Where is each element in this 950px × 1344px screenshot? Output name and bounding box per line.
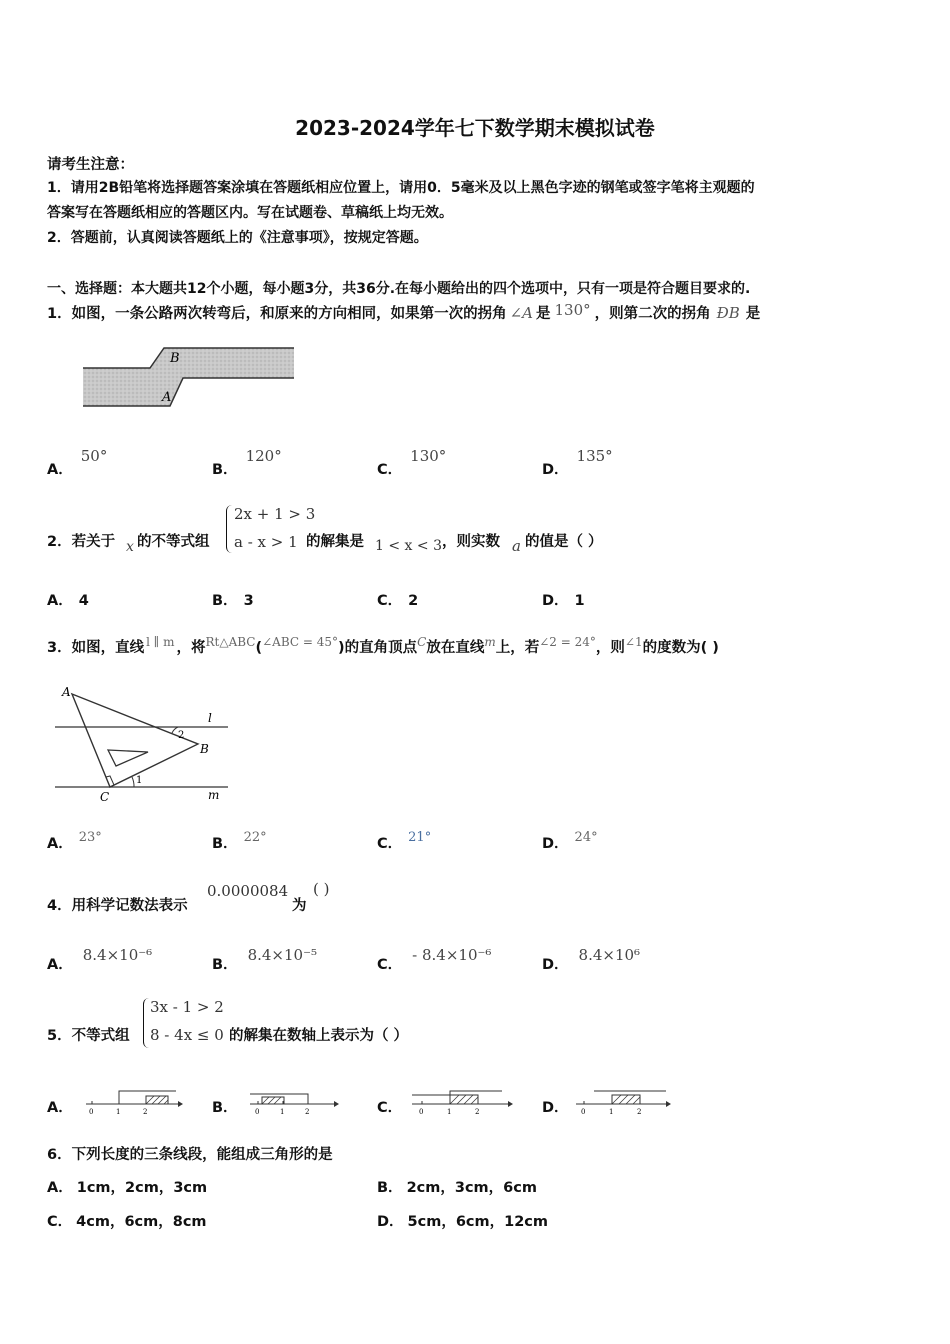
option-letter: B． bbox=[212, 593, 238, 609]
q1-option-c[interactable] bbox=[377, 447, 447, 479]
q3-text-g: 的度数为( ) bbox=[642, 640, 719, 656]
option-value: 24° bbox=[574, 830, 598, 845]
option-value: 21° bbox=[408, 830, 432, 845]
q6-option-b[interactable] bbox=[377, 1176, 537, 1197]
tick-1: 1 bbox=[447, 1108, 452, 1116]
option-letter: D． bbox=[542, 836, 569, 852]
tick-1: 1 bbox=[116, 1108, 121, 1116]
q1-value: 130° bbox=[554, 301, 591, 319]
q4-option-a[interactable] bbox=[47, 946, 153, 974]
option-value: 120° bbox=[245, 447, 282, 465]
fig-label-2: 2 bbox=[178, 730, 185, 741]
option-value: 130° bbox=[410, 447, 447, 465]
option-value: 23° bbox=[78, 830, 102, 845]
option-value: 5cm，6cm，12cm bbox=[407, 1214, 549, 1230]
q3-option-b[interactable] bbox=[212, 830, 267, 853]
q2-option-b[interactable] bbox=[212, 589, 254, 610]
q5-text-a: 5．不等式组 bbox=[47, 1028, 130, 1044]
tick-2: 2 bbox=[143, 1108, 148, 1116]
option-value: - 8.4×10⁻⁶ bbox=[412, 946, 492, 964]
tick-1: 1 bbox=[280, 1108, 285, 1116]
option-letter: B． bbox=[212, 462, 238, 478]
fig-label-a: A bbox=[62, 685, 71, 699]
q3-text-f: ，则 bbox=[595, 640, 625, 656]
q4-number: 0.0000084 bbox=[207, 882, 289, 900]
q4-option-d[interactable] bbox=[542, 946, 641, 974]
question-3 bbox=[47, 636, 719, 657]
fig-label-a: A bbox=[162, 390, 172, 405]
q2-var-a: a bbox=[512, 537, 521, 555]
tick-2: 2 bbox=[637, 1108, 642, 1116]
option-value: 4 bbox=[78, 593, 89, 609]
q2-brace bbox=[226, 505, 233, 553]
q3-triangle: Rt△ABC bbox=[205, 635, 256, 649]
option-value: 22° bbox=[243, 830, 267, 845]
q2-text-c: 的解集是 bbox=[306, 534, 364, 550]
q3-angle-abc: ∠ABC = 45° bbox=[262, 635, 339, 649]
option-letter: A． bbox=[47, 1180, 73, 1196]
q1-angle-a: ∠A bbox=[509, 304, 533, 322]
notice-line-3: 2．答题前，认真阅读答题纸上的《注意事项》，按规定答题。 bbox=[47, 230, 428, 246]
option-value: 8.4×10⁶ bbox=[578, 946, 641, 964]
tick-0: 0 bbox=[419, 1108, 424, 1116]
notice-line-1: 1．请用2B铅笔将选择题答案涂填在答题纸相应位置上，请用0．5毫米及以上黑色字迹的钢笔或签字笔将主观题的 bbox=[47, 180, 755, 196]
q2-text-b: 的不等式组 bbox=[137, 534, 210, 550]
q1-text-d: 是 bbox=[745, 306, 761, 322]
option-letter: A． bbox=[47, 836, 73, 852]
fig-label-b: B bbox=[200, 742, 209, 756]
q1-option-a[interactable] bbox=[47, 447, 108, 479]
page-title: 2023-2024学年七下数学期末模拟试卷 bbox=[295, 116, 655, 140]
option-value: 8.4×10⁻⁶ bbox=[82, 946, 153, 964]
q3-text-b: ，将 bbox=[176, 640, 206, 656]
q4-paren: ( ) bbox=[313, 880, 330, 898]
q3-paren-open: ( bbox=[255, 640, 263, 656]
option-letter: A． bbox=[47, 1100, 73, 1116]
q5-option-d[interactable] bbox=[542, 1096, 569, 1117]
q5-option-c[interactable] bbox=[377, 1096, 402, 1117]
q3-option-a[interactable] bbox=[47, 830, 102, 853]
q5-numberline-c bbox=[410, 1086, 515, 1116]
q2-ineq-1: 2x + 1 > 3 bbox=[234, 505, 316, 523]
option-value: 1 bbox=[574, 593, 585, 609]
q1-text-b: 是 bbox=[536, 306, 551, 322]
q5-text-b: 的解集在数轴上表示为（ ） bbox=[229, 1028, 409, 1044]
option-letter: A． bbox=[47, 462, 73, 478]
fig-label-l: l bbox=[208, 711, 212, 725]
option-value: 2cm，3cm，6cm bbox=[406, 1180, 537, 1196]
option-letter: D． bbox=[542, 1100, 569, 1116]
q5-option-a[interactable] bbox=[47, 1096, 73, 1117]
option-letter: A． bbox=[47, 593, 73, 609]
tick-0: 0 bbox=[581, 1108, 586, 1116]
fig-label-c: C bbox=[100, 790, 110, 804]
option-letter: D． bbox=[542, 462, 569, 478]
q3-option-c[interactable] bbox=[377, 830, 432, 853]
option-letter: D． bbox=[542, 593, 569, 609]
option-value: 2 bbox=[408, 593, 419, 609]
q2-option-a[interactable] bbox=[47, 589, 89, 610]
option-value: 1cm，2cm，3cm bbox=[76, 1180, 208, 1196]
fig-label-b: B bbox=[170, 351, 180, 366]
angle-1-arc bbox=[132, 777, 134, 787]
option-letter: D． bbox=[377, 1214, 404, 1230]
tick-2: 2 bbox=[305, 1108, 310, 1116]
option-letter: C． bbox=[377, 462, 403, 478]
q3-point-c: C bbox=[417, 635, 427, 649]
q5-numberline-b bbox=[248, 1086, 348, 1116]
notice-line-2: 答案写在答题纸相应的答题区内。写在试题卷、草稿纸上均无效。 bbox=[47, 205, 453, 221]
q1-angle-b: ÐB bbox=[716, 304, 740, 322]
option-letter: B． bbox=[377, 1180, 403, 1196]
q4-option-b[interactable] bbox=[212, 946, 318, 974]
inner-triangle bbox=[108, 750, 148, 766]
q3-text-c: )的直角顶点 bbox=[338, 640, 418, 656]
q2-ineq-2: a - x > 1 bbox=[234, 533, 298, 551]
q5-brace bbox=[143, 998, 150, 1048]
notice-heading: 请考生注意： bbox=[47, 157, 134, 173]
tick-2: 2 bbox=[475, 1108, 480, 1116]
q2-text-a: 2．若关于 bbox=[47, 534, 116, 550]
q3-line-m: m bbox=[484, 635, 496, 649]
road-surface bbox=[83, 348, 294, 406]
q2-solution: 1 < x < 3 bbox=[375, 538, 442, 554]
tick-0: 0 bbox=[89, 1108, 94, 1116]
q1-text-a: 1．如图，一条公路两次转弯后，和原来的方向相同，如果第一次的拐角 bbox=[47, 306, 507, 322]
option-value: 135° bbox=[576, 447, 613, 465]
q2-text-d: ，则实数 bbox=[442, 534, 500, 550]
q1-text-c: ，则第二次的拐角 bbox=[594, 306, 711, 322]
q4-text-b: 为 bbox=[292, 898, 307, 914]
q2-var-x: x bbox=[126, 539, 134, 555]
q4-text-a: 4．用科学记数法表示 bbox=[47, 898, 188, 914]
option-letter: C． bbox=[377, 836, 403, 852]
q6-option-a[interactable] bbox=[47, 1176, 207, 1197]
option-letter: C． bbox=[47, 1214, 73, 1230]
q1-road-figure bbox=[80, 340, 302, 414]
q5-ineq-1: 3x - 1 > 2 bbox=[150, 998, 224, 1016]
option-letter: B． bbox=[212, 836, 238, 852]
option-letter: B． bbox=[212, 1100, 238, 1116]
q2-option-d[interactable] bbox=[542, 589, 585, 610]
q3-text-d: 放在直线 bbox=[426, 640, 485, 656]
option-letter: D． bbox=[542, 957, 569, 973]
question-1 bbox=[47, 302, 760, 323]
fig-label-m: m bbox=[208, 788, 220, 802]
option-value: 3 bbox=[243, 593, 254, 609]
fig-label-1: 1 bbox=[136, 775, 143, 786]
q6-option-c[interactable] bbox=[47, 1210, 207, 1231]
q5-option-b[interactable] bbox=[212, 1096, 238, 1117]
option-letter: A． bbox=[47, 957, 73, 973]
q1-option-d[interactable] bbox=[542, 447, 613, 479]
option-letter: C． bbox=[377, 593, 403, 609]
q6-option-d[interactable] bbox=[377, 1210, 548, 1231]
q3-lines: l ∥ m bbox=[146, 635, 175, 649]
q4-option-c[interactable] bbox=[377, 946, 492, 974]
q1-option-b[interactable] bbox=[212, 447, 282, 479]
question-6: 6．下列长度的三条线段，能组成三角形的是 bbox=[47, 1147, 333, 1163]
q5-numberline-d bbox=[574, 1086, 674, 1116]
q3-triangle-figure bbox=[50, 682, 235, 804]
option-letter: C． bbox=[377, 957, 403, 973]
q5-numberline-a bbox=[84, 1086, 184, 1116]
option-letter: B． bbox=[212, 957, 238, 973]
option-value: 8.4×10⁻⁵ bbox=[247, 946, 318, 964]
option-value: 4cm，6cm，8cm bbox=[76, 1214, 207, 1230]
tick-0: 0 bbox=[255, 1108, 260, 1116]
q3-text-e: 上，若 bbox=[495, 640, 540, 656]
tick-1: 1 bbox=[609, 1108, 614, 1116]
q3-angle-2: ∠2 = 24° bbox=[539, 635, 596, 649]
option-value: 50° bbox=[80, 447, 108, 465]
q2-option-c[interactable] bbox=[377, 589, 418, 610]
q3-angle-1: ∠1 bbox=[624, 635, 643, 649]
q3-text-a: 3．如图，直线 bbox=[47, 640, 145, 656]
q3-option-d[interactable] bbox=[542, 830, 598, 853]
q5-ineq-2: 8 - 4x ≤ 0 bbox=[150, 1026, 224, 1044]
section-heading: 一、选择题：本大题共12个小题，每小题3分，共36分.在每小题给出的四个选项中，只有一项是符合题目要求的. bbox=[47, 281, 751, 297]
option-letter: C． bbox=[377, 1100, 403, 1116]
q2-text-e: 的值是（ ） bbox=[525, 534, 603, 550]
